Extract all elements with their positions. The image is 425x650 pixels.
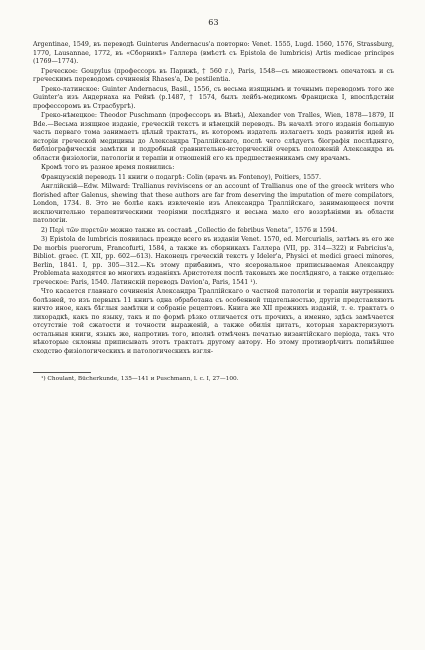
- paragraph-greek-latin-edition: Греко-латинское: Guinter Andernacus, Basil., 1556, съ весьма изящнымъ и точнымъ переводомъ того же Guinter'а изъ Андернаха на Рейнѣ (p.1487, † 1574, былъ лейбъ-медикомъ Франциска I, впослѣдствіи профессоромъ въ Страсбургѣ).: [33, 85, 394, 110]
- paragraph-epistola: 3) Epistola de lumbricis появилась прежде всего въ изданіи Venet. 1570, ed. Mercurialis, затѣмъ въ его же De morbis puerorum, Francofurti, 1584, а также въ сборникахъ Галлера (VII, pp. 314—322) и Fabricius'a, Bibliot. graec. (T. XII, pp. 602—613). Наконецъ греческій текстъ у Ideler'a, Physici et medici graeci minores, Berlin, 1841. I, pp. 305—312.—Къ этому прибавимъ, что ясерональное приписываемая Александру Problemata находятся во многихъ изданіяхъ Аристотеля послѣ таковыхъ же послѣдняго, а также отдельно: греческое: Paris, 1540. Латинскій переводъ Davion'a, Paris, 1541 ¹).: [33, 236, 394, 286]
- paragraph-greek-edition: Греческое: Goupylus (профессоръ въ Парижѣ, † 560 г.), Paris, 1548—съ множествомъ опечатокъ и съ греческимъ переводомъ сочиненія Rhases'а, De pestilentia.: [33, 67, 394, 83]
- paragraph-main-work: Что касается главнаго сочиненія Александра Траллійскаго о частной патологіи и терапіи внутреннихъ болѣзней, то изъ первыхъ 11 книгъ одна обработана съ особенной тщательностью, другія представляютъ ничто иное, какъ бѣглыя замѣтки и собраніе рецептовъ. Книга же XII прежнихъ изданій, т. е. трактатъ о лихорадкѣ, какъ по языку, такъ и по формѣ рѣзко отличается отъ прочихъ, а именно, здѣсь замѣчается отсутствіе той сжатости и точности выраженій, а также обилія цитатъ, которыя характеризуютъ остальныя книги, языкъ же, напротивъ того, вполнѣ отмѣченъ печатью византійскаго періода, такъ что нѣкоторые склонны приписывать этотъ трактатъ другому автору. Но этому противорѣчитъ полнѣйшее сходство физіологическихъ и патологическихъ взгля-: [33, 288, 394, 355]
- paragraph-editions: Argentinae, 1549, въ переводѣ Guinterus Andernacus'а повторно: Venet. 1555, Lugd. 1560, 1576, Strassburg, 1770, Lausannae, 1772, въ «Сборникѣ» Галлера (вмѣстѣ съ Epistola de lumbricis) Artis medicae principes (1769—1774).: [33, 41, 394, 65]
- paragraph-english-translation: Англійскій—Edw. Milward: Trallianus reviviscens or an account of Trallianus one of the greeck writers who florished after Galenus, shewing that these authors are far from deserving the imputation of mere compilators, London, 1734. 8. Это не болѣе какъ извлеченіе изъ Александра Траллійскаго, занимающееся почти исключительно терапевтическими теоріями послѣдняго и весьма мало его воззрѣніями въ области патологіи.: [33, 183, 394, 224]
- paragraph-fevers: 2) Περὶ τῶν πυρετῶν можно также въ составѣ „Collectio de febribus Veneta“, 1576 и 1594.: [41, 226, 338, 234]
- main-text: [33, 41, 394, 356]
- page-number: 63: [208, 18, 219, 27]
- footnote: ¹) Choulant, Bücherkunde, 135—141 и Puschmann, l. c. I, 27—100.: [41, 376, 239, 382]
- paragraph-french-translation: Французскій переводъ 11 книги о подагрѣ: Colin (врачъ въ Fontenoy), Poitiers, 1557.: [41, 173, 322, 181]
- paragraph-greek-german-edition: Греко-нѣмецкое: Theodor Puschmann (профессоръ въ Вѣнѣ), Alexander von Tralles, Wien, 1878—1879, II Bde.—Весьма изящное изданіе, греческій текстъ и нѣмецкій переводъ. Въ началѣ этого изданія большую часть перваго тома занимаетъ цѣлый трактатъ, въ которомъ издатель излагаетъ ходъ развитія идей въ исторіи греческой медицины до Александра Траллійскаго, послѣ чего слѣдуетъ біографія послѣдняго, библіографическія замѣтки и подробный сравнительно-историческій очеркъ положеній Александра въ области физіологіи, патологіи и терапіи и отношеній его къ предшественникамъ сму врачамъ.: [33, 112, 394, 162]
- paragraph-also-appeared: Кромѣ того въ разное время появились:: [41, 164, 175, 171]
- footnote-divider: [33, 372, 91, 373]
